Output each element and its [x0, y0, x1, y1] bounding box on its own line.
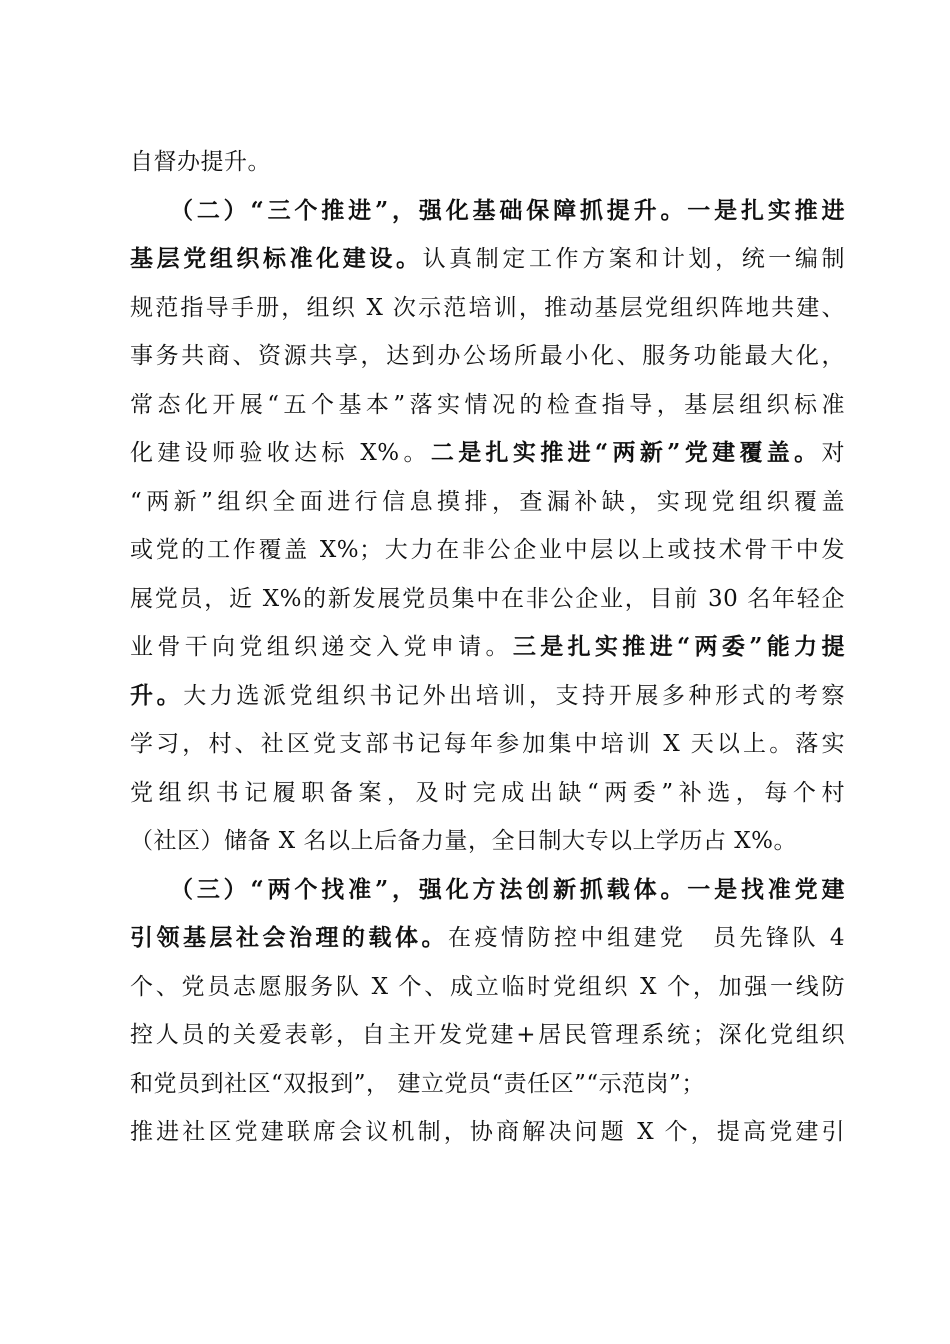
- text-line: [130, 187, 845, 236]
- text-line: [130, 1060, 845, 1109]
- text-segment: 控人员的关爱表彰，自主开发党建+居民管理系统；深化党组织: [130, 1022, 845, 1048]
- text-line: [130, 429, 845, 478]
- bold-text-segment: （二）“三个推进”，强化基础保障抓提升。一是扎实推进: [170, 196, 845, 224]
- text-line: [130, 963, 845, 1012]
- text-line: [130, 235, 845, 284]
- bold-text-segment: 引领基层社会治理的载体。: [130, 924, 449, 951]
- text-segment: （社区）储备 X 名以上后备力量，全日制大专以上学历占 X%。: [130, 828, 798, 854]
- text-line: [130, 672, 845, 721]
- text-segment: 党组织书记履职备案，及时完成出缺“两委”补选，每个村: [130, 779, 845, 806]
- text-segment: 学习，村、社区党支部书记每年参加集中培训 X 天以上。落实: [130, 731, 845, 757]
- text-segment: 认真制定工作方案和计划，统一编制: [422, 246, 846, 272]
- text-segment: 或党的工作覆盖 X%；大力在非公企业中层以上或技术骨干中发: [130, 537, 845, 563]
- body-text: [130, 138, 845, 1157]
- text-line: [130, 575, 845, 624]
- text-segment: 规范指导手册，组织 X 次示范培训，推动基层党组织阵地共建、: [130, 294, 845, 321]
- text-line: [130, 1108, 845, 1157]
- text-segment: 和党员到社区“双报到”， 建立党员“责任区”“示范岗”；: [130, 1070, 705, 1097]
- text-line: [130, 769, 845, 818]
- text-line: [130, 720, 845, 769]
- text-line: [130, 1011, 845, 1060]
- text-segment: “两新”组织全面进行信息摸排，查漏补缺，实现党组织覆盖: [130, 488, 845, 515]
- text-segment: 在疫情防控中组建党 员先锋队 4: [448, 925, 846, 951]
- text-line: [130, 914, 845, 963]
- text-segment: 自督办提升。: [130, 149, 271, 175]
- bold-text-segment: 升。: [130, 681, 184, 709]
- bold-text-segment: 基层党组织标准化建设。: [130, 245, 423, 272]
- text-line: [130, 478, 845, 527]
- text-segment: 对: [821, 440, 845, 466]
- text-segment: 推进社区党建联席会议机制，协商解决问题 X 个，提高党建引: [130, 1119, 845, 1145]
- text-line: [130, 381, 845, 430]
- text-segment: 化建设师验收达标 X%。: [130, 440, 431, 466]
- text-line: [130, 817, 845, 866]
- text-line: [130, 526, 845, 575]
- text-segment: 大力选派党组织书记外出培训，支持开展多种形式的考察: [183, 682, 846, 709]
- text-line: [130, 332, 845, 381]
- text-segment: 常态化开展“五个基本”落实情况的检查指导，基层组织标准: [130, 391, 845, 418]
- text-line: [130, 138, 845, 187]
- text-segment: 展党员，近 X%的新发展党员集中在非公企业，目前 30 名年轻企: [130, 585, 845, 612]
- text-line: [130, 284, 845, 333]
- text-segment: 业骨干向党组织递交入党申请。: [130, 634, 513, 660]
- text-line: [130, 866, 845, 915]
- bold-text-segment: （三）“两个找准”，强化方法创新抓载体。一是找准党建: [170, 875, 845, 903]
- bold-text-segment: 二是扎实推进“两新”党建覆盖。: [430, 439, 822, 466]
- text-segment: 个、党员志愿服务队 X 个、成立临时党组织 X 个，加强一线防: [130, 973, 845, 1000]
- bold-text-segment: 三是扎实推进“两委”能力提: [512, 633, 846, 660]
- text-segment: 事务共商、资源共享，达到办公场所最小化、服务功能最大化，: [130, 343, 845, 369]
- text-line: [130, 623, 845, 672]
